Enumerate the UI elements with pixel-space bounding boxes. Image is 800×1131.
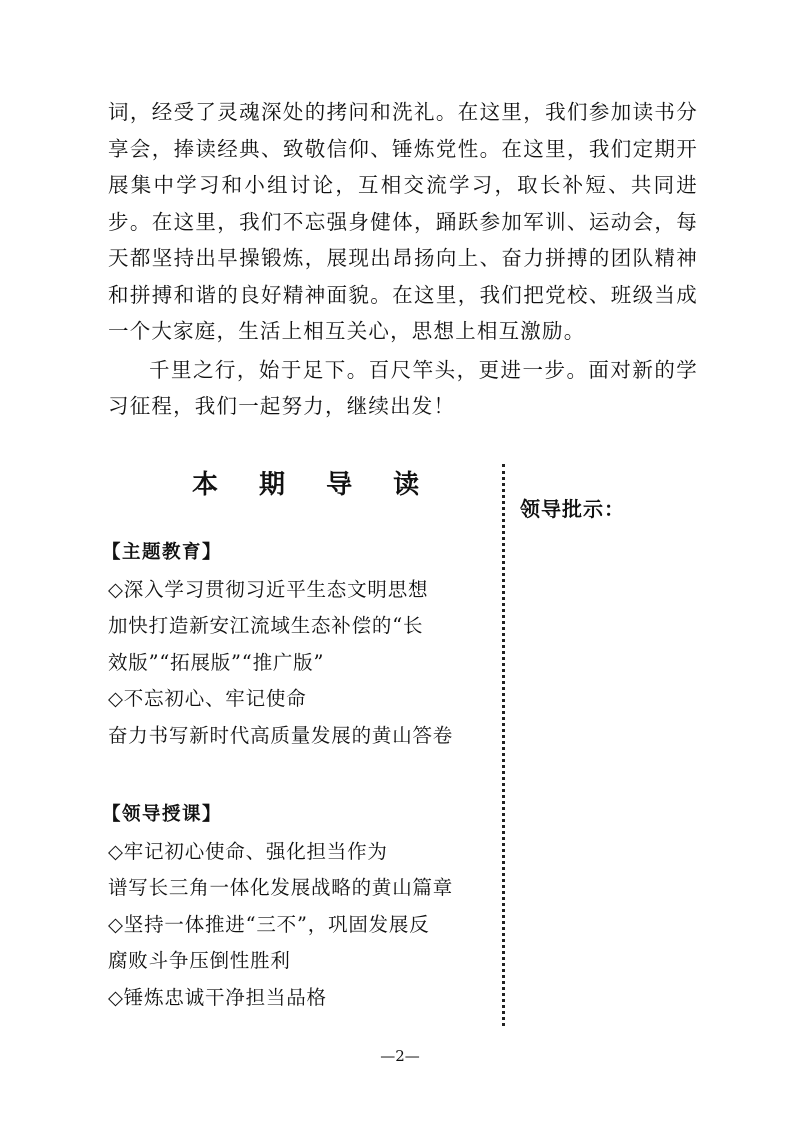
intro-text xyxy=(108,94,698,425)
approval-label: 领导批示： xyxy=(520,497,625,521)
dotted-divider xyxy=(502,464,505,1026)
intro-paragraph: 千里之行，始于足下。百尺竿头，更进一步。面对新的学习征程，我们一起努力，继续出发！ xyxy=(108,357,698,418)
guide-item-line: 奋力书写新时代高质量发展的黄山答卷 xyxy=(108,723,454,747)
guide-item-line: 加快打造新安江流域生态补偿的“长 xyxy=(108,614,424,637)
guide-section-leader-lectures xyxy=(102,797,488,1016)
guide-title: 本 期 导 读 xyxy=(192,470,436,500)
guide-item-line: ◇不忘初心、牢记使命 xyxy=(108,687,307,710)
section-heading: 【主题教育】 xyxy=(102,542,223,563)
page-number: —2— xyxy=(380,1047,420,1065)
guide-section-theme-education xyxy=(102,535,488,754)
guide-item-line: ◇深入学习贯彻习近平生态文明思想 xyxy=(108,577,429,601)
guide-item-line: ◇牢记初心使命、强化担当作为 xyxy=(108,839,388,863)
section-heading: 【领导授课】 xyxy=(102,804,223,825)
intro-paragraph: 词，经受了灵魂深处的拷问和洗礼。在这里，我们参加读书分享会，捧读经典、致敬信仰、锤炼党性。在这里，我们定期开展集中学习和小组讨论，互相交流学习，取长补短、共同进步。在这里，我们不忘强身健体，踊跃参加军训、运动会，每天都坚持出早操锻炼，展现出昂扬向上、奋力拼搏的团队精神和拼搏和谐的良好精神面貌。在这里，我们把党校、班级当成一个大家庭，生活上相互关心，思想上相互激励。 xyxy=(108,100,698,343)
guide-item-line: 效版”“拓展版”“推广版” xyxy=(108,650,325,674)
guide-item-line: 腐败斗争压倒性胜利 xyxy=(108,949,291,972)
guide-item-line: ◇坚持一体推进“三不”，巩固发展反 xyxy=(108,912,430,936)
guide-item-line: 谱写长三角一体化发展战略的黄山篇章 xyxy=(108,876,454,899)
guide-item-line: ◇锤炼忠诚干净担当品格 xyxy=(108,985,327,1009)
